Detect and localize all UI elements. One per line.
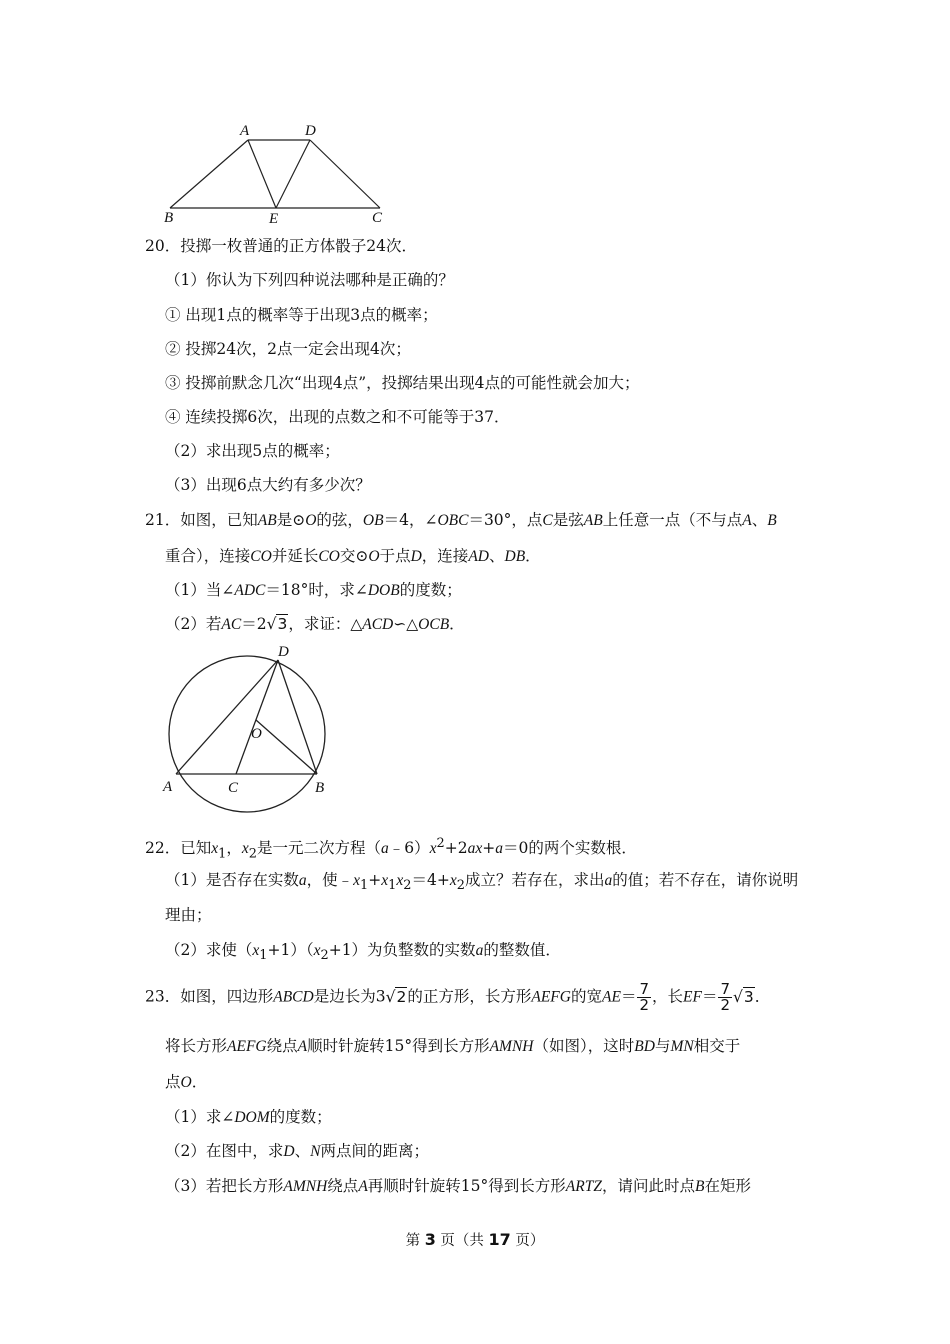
label-c: C — [228, 780, 239, 796]
q20-part2: （2）求出现5点的概率； — [165, 442, 340, 460]
q23-part2: （2）在图中，求D、N两点间的距离； — [165, 1142, 429, 1160]
q23-stem-line2: 将长方形AEFG绕点A顺时针旋转15°得到长方形AMNH（如图），这时BD与MN相交于 — [165, 1037, 741, 1055]
q23-stem-line1: 23．如图，四边形ABCD是边长为3√2的正方形，长方形AEFG的宽AE＝ $\frac{7}{2}$ ，长EF＝ $\frac{7}{2}$ √3． — [145, 980, 771, 1014]
page-footer: 第 3 页（共 17 页） — [405, 1230, 545, 1249]
q21-stem-line2: 重合），连接CO并延长CO交⊙O于点D，连接AD、DB． — [165, 547, 541, 565]
label-d: D — [278, 644, 289, 660]
trapezoid-figure — [160, 118, 400, 228]
q20-option1: ① 出现1点的概率等于出现3点的概率； — [165, 306, 438, 324]
sqrt-symbol: √3 — [733, 987, 754, 1006]
sqrt-symbol: √3 — [266, 615, 288, 633]
q21-part1: （1）当∠ADC＝18°时，求∠DOB的度数； — [165, 581, 462, 599]
q23-part1: （1）求∠DOM的度数； — [165, 1108, 332, 1126]
q20-stem: 20．投掷一枚普通的正方体骰子24次． — [145, 237, 417, 255]
label-b: B — [315, 780, 325, 796]
page-number: 3 — [424, 1230, 436, 1249]
total-pages: 17 — [488, 1230, 511, 1249]
q20-option2: ② 投掷24次，2点一定会出现4次； — [165, 340, 411, 358]
sqrt-symbol: √2 — [385, 987, 407, 1006]
q22-part2: （2）求使$(x_1+1)(x_2+1)$为负整数的实数a的整数值． — [165, 941, 561, 964]
q23-stem-line3: 点O． — [165, 1073, 208, 1091]
q23-part3: （3）若把长方形AMNH绕点A再顺时针旋转15°得到长方形ARTZ，请问此时点B在矩形 — [165, 1177, 751, 1195]
q22-part1-line2: 理由； — [165, 906, 212, 924]
q20-option3: ③ 投掷前默念几次“出现4点”，投掷结果出现4点的可能性就会加大； — [165, 374, 640, 392]
label-d: D — [305, 123, 316, 139]
q22-part1-line1: （1）是否存在实数a，使$﹣x_1+x_1x_2=4+x_2$成立？若存在，求出a的值；若不存在，请你说明 — [165, 871, 799, 894]
q22-stem: 22．已知$x_1$，$x_2$是一元二次方程$(a﹣6)x^2+2ax+a=0$的两个实数根． — [145, 836, 637, 862]
label-e: E — [269, 211, 279, 227]
label-a: A — [163, 779, 173, 795]
q20-part1: （1）你认为下列四种说法哪种是正确的？ — [165, 271, 454, 289]
label-b: B — [164, 210, 174, 226]
label-a: A — [240, 123, 250, 139]
label-o: O — [251, 726, 262, 742]
fraction-seven-halves: $\frac{7}{2}$ — [720, 980, 731, 1014]
q20-option4: ④ 连续投掷6次，出现的点数之和不可能等于37． — [165, 408, 510, 426]
q20-part3: （3）出现6点大约有多少次？ — [165, 476, 371, 494]
fraction-seven-halves: $\frac{7}{2}$ — [639, 980, 649, 1014]
q21-stem-line1: 21．如图，已知AB是⊙O的弦，OB＝4，∠OBC＝30°，点C是弦AB上任意一点（不与点A、B — [145, 511, 777, 529]
label-c: C — [372, 210, 383, 226]
q21-part2: （2）若AC＝2√3，求证：△ACD∽△OCB． — [165, 615, 465, 633]
circle-figure — [158, 640, 338, 820]
